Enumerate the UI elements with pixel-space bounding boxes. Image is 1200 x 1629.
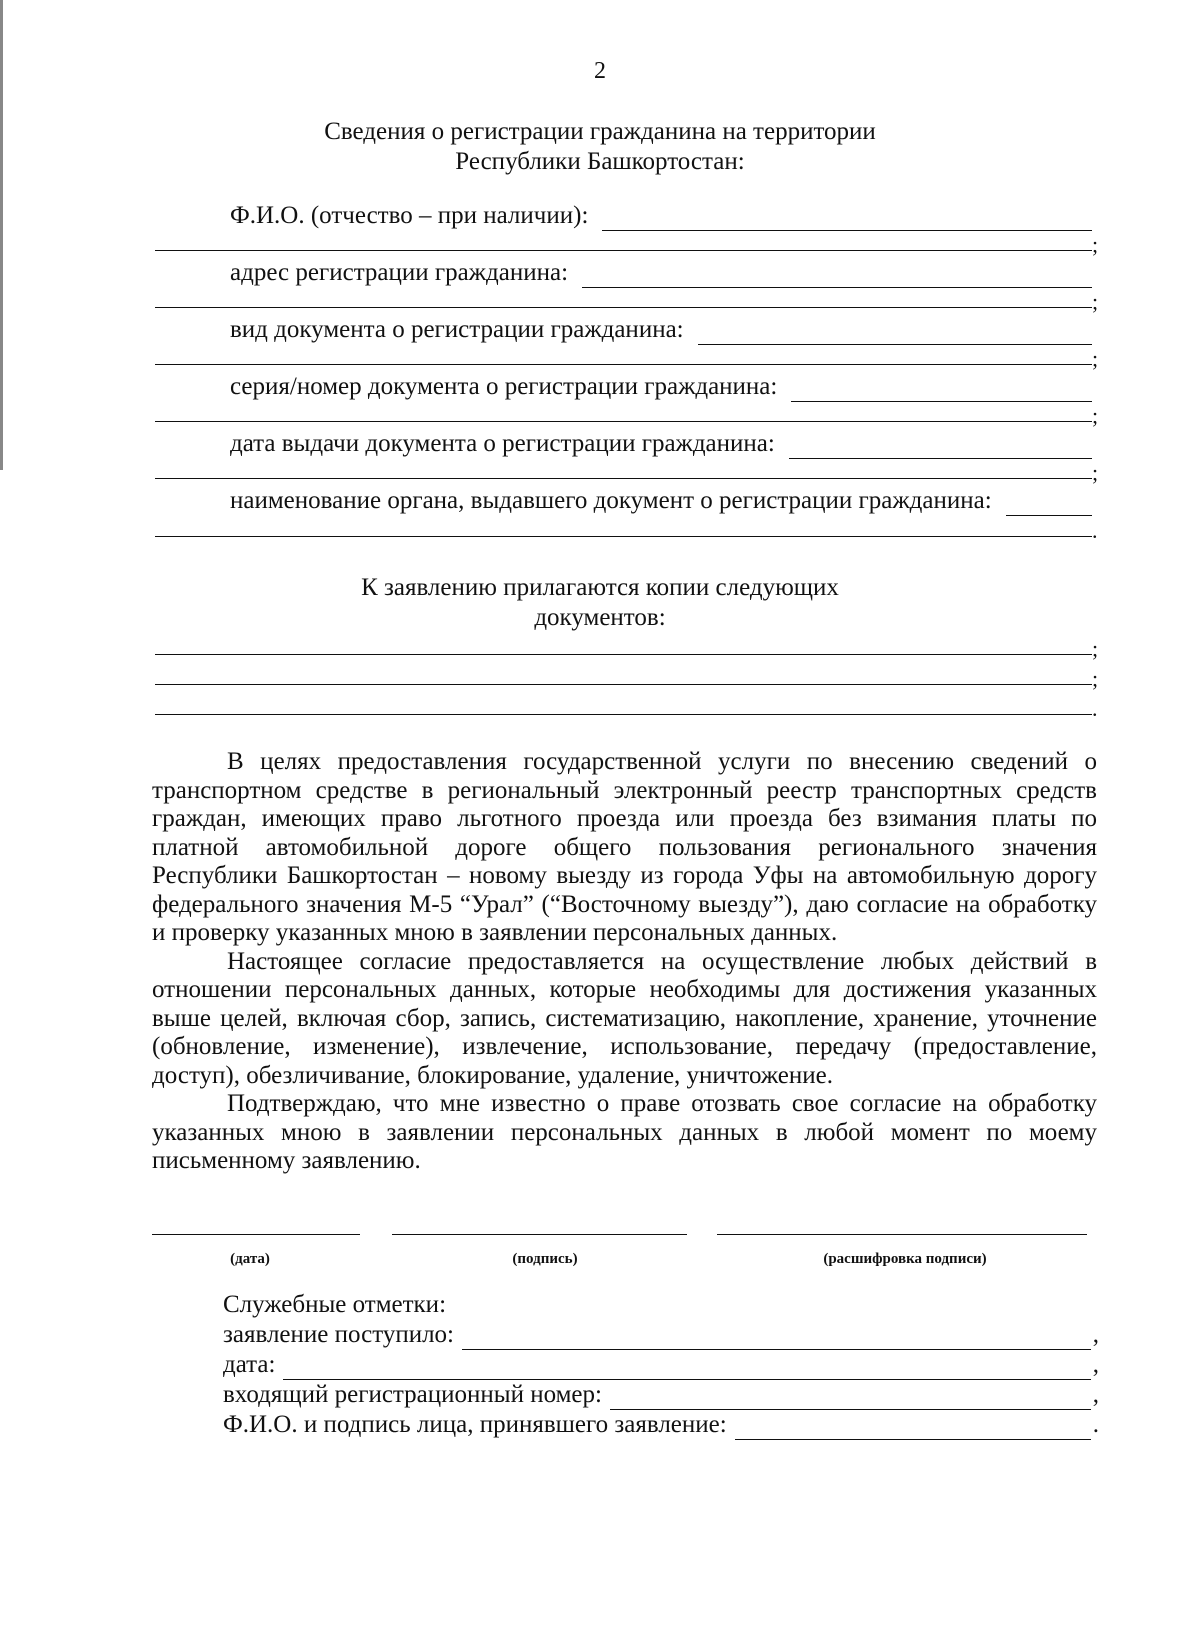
field-address-end: ; — [1092, 289, 1099, 314]
field-issuing-authority-end: . — [1092, 518, 1098, 543]
signature-line[interactable] — [392, 1234, 687, 1235]
office-receiver-signature[interactable] — [223, 1410, 1099, 1440]
attachment-line-3-end: . — [1092, 696, 1098, 721]
office-date[interactable] — [223, 1350, 1099, 1380]
office-registration-number-blank[interactable] — [610, 1387, 1091, 1410]
date-signature-line[interactable] — [152, 1234, 360, 1235]
attachment-line-1-end: ; — [1092, 636, 1099, 661]
field-full-name-continuation[interactable] — [155, 250, 1092, 251]
field-document-number[interactable] — [230, 372, 1092, 402]
consent-paragraph-purpose: В целях предоставления государственной услуги по внесению сведений о транспортном средстве в региональный электронный реестр транспортных средств граждан, имеющих право льготного проезда или проезда без взимания платы по платной автомобильной дороге общего пользования регионального значения Республики Башкортостан – новому выезду из города Уфы на автомобильную дорогу федерального значения М-5 “Урал” (“Восточному выезду”), даю согласие на обработку и проверку указанных мною в заявлении персональных данных. — [152, 748, 1097, 946]
office-received-blank[interactable] — [462, 1327, 1091, 1350]
field-issue-date-label: дата выдачи документа о регистрации гражданина: — [230, 430, 775, 457]
field-issue-date[interactable] — [230, 429, 1092, 459]
office-receiver-signature-blank[interactable] — [735, 1417, 1091, 1440]
office-registration-number-label: входящий регистрационный номер: — [223, 1381, 602, 1408]
field-document-number-blank[interactable] — [791, 379, 1092, 402]
attachments-heading-line-2: документов: — [534, 604, 666, 631]
field-full-name-label: Ф.И.О. (отчество – при наличии): — [230, 202, 589, 229]
signature-caption: (подпись) — [512, 1251, 578, 1267]
field-document-type-blank[interactable] — [698, 322, 1092, 345]
field-document-number-end: ; — [1092, 403, 1099, 428]
field-document-number-label: серия/номер документа о регистрации гражданина: — [230, 373, 778, 400]
office-date-label: дата: — [223, 1351, 276, 1378]
field-address[interactable] — [230, 258, 1092, 288]
signature-decoding-line[interactable] — [717, 1234, 1087, 1235]
field-document-type-continuation[interactable] — [155, 364, 1092, 365]
attachment-line-2-end: ; — [1092, 666, 1099, 691]
consent-paragraph-revocation: Подтверждаю, что мне известно о праве отозвать свое согласие на обработку указанных мною в заявлении персональных данных в любой момент по моему письменному заявлению. — [152, 1090, 1097, 1174]
registration-heading-line-2: Республики Башкортостан: — [455, 148, 745, 175]
field-document-type-end: ; — [1092, 346, 1099, 371]
field-address-label: адрес регистрации гражданина: — [230, 259, 569, 286]
field-issuing-authority-blank[interactable] — [1006, 493, 1092, 516]
field-issue-date-blank[interactable] — [789, 436, 1092, 459]
consent-text — [152, 748, 1097, 1176]
field-issue-date-end: ; — [1092, 460, 1099, 485]
office-received-label: заявление поступило: — [223, 1321, 454, 1348]
field-full-name-end: ; — [1092, 232, 1099, 257]
field-document-type[interactable] — [230, 315, 1092, 345]
attachment-line-1[interactable] — [155, 654, 1092, 655]
field-full-name-blank[interactable] — [602, 208, 1092, 231]
office-date-end: , — [1092, 1351, 1099, 1378]
date-caption: (дата) — [230, 1251, 270, 1267]
field-address-blank[interactable] — [582, 265, 1092, 288]
office-received-end: , — [1092, 1321, 1099, 1348]
field-issuing-authority[interactable] — [230, 486, 1092, 516]
field-address-continuation[interactable] — [155, 307, 1092, 308]
field-issuing-authority-continuation[interactable] — [155, 536, 1092, 537]
office-registration-number[interactable] — [223, 1380, 1099, 1410]
page-number: 2 — [594, 58, 606, 84]
field-issue-date-continuation[interactable] — [155, 478, 1092, 479]
attachment-line-2[interactable] — [155, 684, 1092, 685]
office-received[interactable] — [223, 1320, 1099, 1350]
office-marks-title: Служебные отметки: — [223, 1291, 447, 1318]
field-issuing-authority-label: наименование органа, выдавшего документ о регистрации гражданина: — [230, 487, 992, 514]
field-document-number-continuation[interactable] — [155, 421, 1092, 422]
attachment-line-3[interactable] — [155, 714, 1092, 715]
office-registration-number-end: , — [1092, 1381, 1099, 1408]
field-full-name[interactable] — [230, 201, 1092, 231]
consent-paragraph-scope: Настоящее согласие предоставляется на осуществление любых действий в отношении персональных данных, которые необходимы для достижения указанных выше целей, включая сбор, запись, систематизацию, накопление, хранение, уточнение (обновление, изменение), извлечение, использование, передачу (предоставление, доступ), обезличивание, блокирование, удаление, уничтожение. — [152, 947, 1097, 1089]
field-document-type-label: вид документа о регистрации гражданина: — [230, 316, 684, 343]
office-receiver-signature-label: Ф.И.О. и подпись лица, принявшего заявление: — [223, 1411, 727, 1438]
office-receiver-signature-end: . — [1092, 1411, 1099, 1438]
attachments-heading-line-1: К заявлению прилагаются копии следующих — [361, 574, 839, 601]
office-date-blank[interactable] — [283, 1357, 1090, 1380]
decoding-caption: (расшифровка подписи) — [823, 1251, 987, 1267]
registration-heading-line-1: Сведения о регистрации гражданина на территории — [324, 118, 876, 145]
